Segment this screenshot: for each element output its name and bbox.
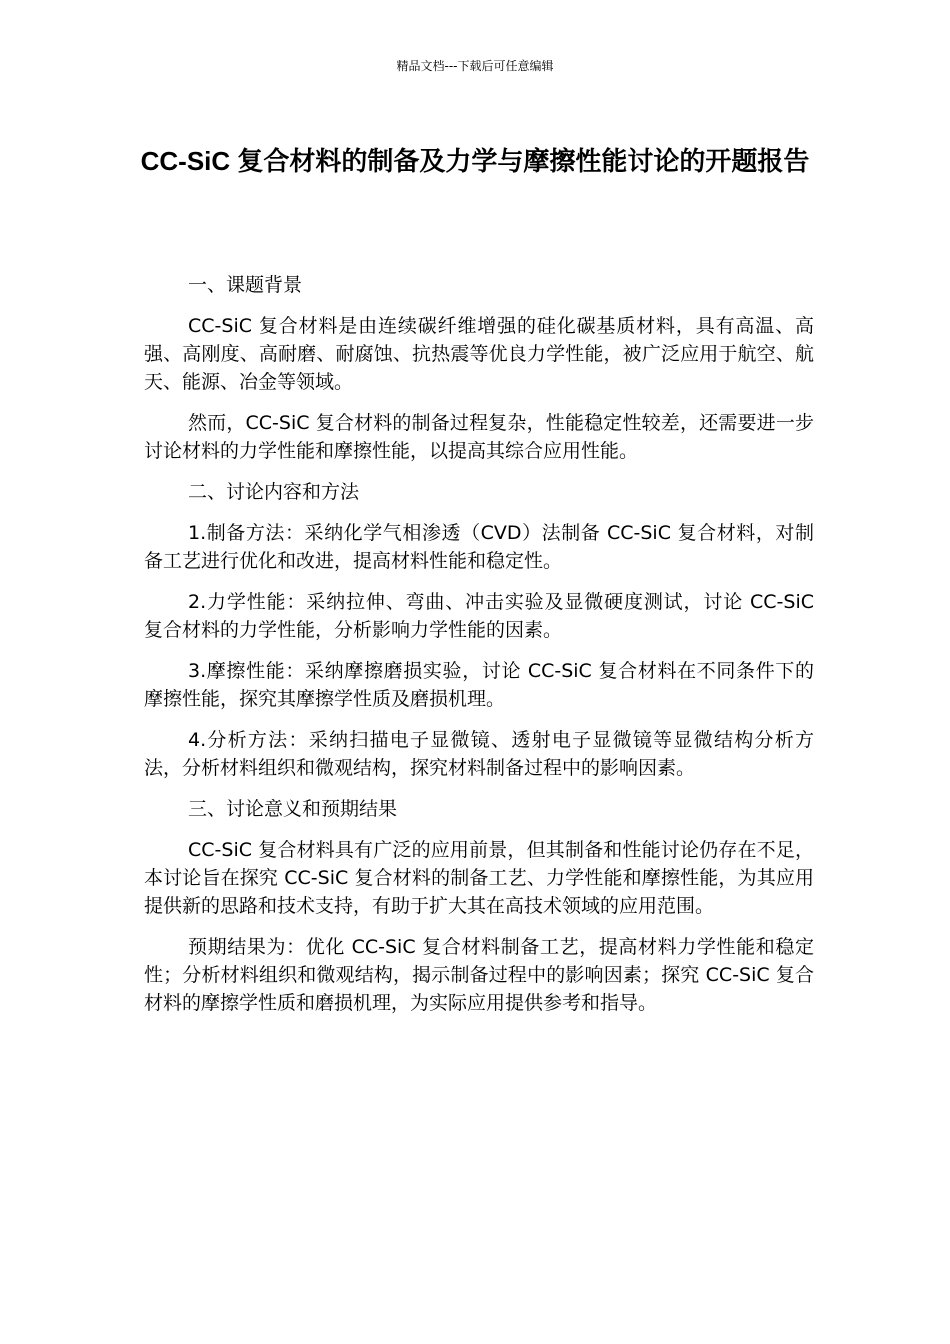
section-heading: 一、课题背景	[188, 274, 303, 296]
document-body	[144, 271, 814, 1030]
paragraph: 1.制备方法：采纳化学气相渗透（CVD）法制备 CC-SiC 复合材料，对制备工艺进行优化和改进，提高材料性能和稳定性。	[144, 522, 814, 572]
page-header: 精品文档---下载后可任意编辑	[396, 59, 554, 73]
paragraph: 然而，CC-SiC 复合材料的制备过程复杂，性能稳定性较差，还需要进一步讨论材料的力学性能和摩擦性能，以提高其综合应用性能。	[144, 412, 814, 462]
paragraph: 预期结果为：优化 CC-SiC 复合材料制备工艺，提高材料力学性能和稳定性；分析材料组织和微观结构，揭示制备过程中的影响因素；探究 CC-SiC 复合材料的摩擦学性质和磨损机理，为实际应用提供参考和指导。	[144, 936, 814, 1014]
document-title: CC-SiC 复合材料的制备及力学与摩擦性能讨论的开题报告	[140, 146, 810, 176]
section-heading: 二、讨论内容和方法	[188, 481, 360, 503]
section-heading: 三、讨论意义和预期结果	[188, 798, 398, 820]
paragraph: 2.力学性能：采纳拉伸、弯曲、冲击实验及显微硬度测试，讨论 CC-SiC 复合材料的力学性能，分析影响力学性能的因素。	[144, 591, 814, 641]
paragraph: 4.分析方法：采纳扫描电子显微镜、透射电子显微镜等显微结构分析方法，分析材料组织和微观结构，探究材料制备过程中的影响因素。	[144, 729, 814, 779]
paragraph: CC-SiC 复合材料具有广泛的应用前景，但其制备和性能讨论仍存在不足，本讨论旨在探究 CC-SiC 复合材料的制备工艺、力学性能和摩擦性能，为其应用提供新的思路和技术支持，有助于扩大其在高技术领域的应用范围。	[144, 839, 814, 917]
paragraph: CC-SiC 复合材料是由连续碳纤维增强的硅化碳基质材料，具有高温、高强、高刚度、高耐磨、耐腐蚀、抗热震等优良力学性能，被广泛应用于航空、航天、能源、冶金等领域。	[144, 315, 814, 393]
paragraph: 3.摩擦性能：采纳摩擦磨损实验，讨论 CC-SiC 复合材料在不同条件下的摩擦性能，探究其摩擦学性质及磨损机理。	[144, 660, 814, 710]
